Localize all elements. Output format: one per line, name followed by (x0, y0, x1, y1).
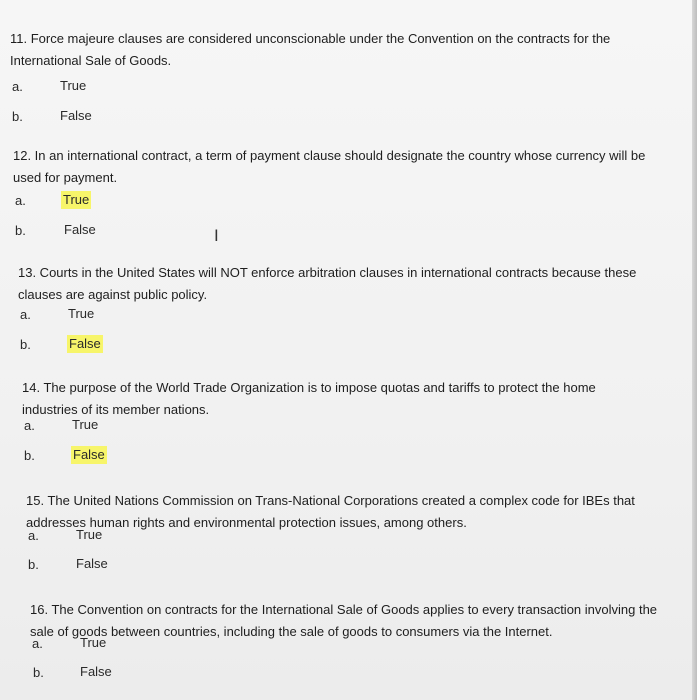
right-edge-divider (692, 0, 697, 700)
q16-option-a-true[interactable]: True (80, 635, 107, 650)
q15-option-b-letter: b. (28, 557, 39, 572)
question-12-label: 12. In an international contract, a term of payment clause should designate the country whose currency will be used for payment. (13, 148, 646, 185)
q16-option-b-letter: b. (33, 665, 44, 680)
q11-option-b-letter: b. (12, 109, 23, 124)
q14-option-b-false-selected[interactable]: False (73, 447, 105, 462)
q16-option-a-letter: a. (32, 636, 43, 651)
q13-option-a-true[interactable]: True (68, 306, 95, 321)
q12-option-b-letter: b. (15, 223, 26, 238)
q14-option-a-letter: a. (24, 418, 35, 433)
question-15-label: 15. The United Nations Commission on Trans-National Corporations created a complex code for IBEs that addresses human rights and environmental protection issues, among others. (26, 493, 635, 530)
question-16-text (30, 577, 660, 643)
question-13-label: 13. Courts in the United States will NOT enforce arbitration clauses in international contracts because these clauses are against public policy. (18, 265, 637, 302)
question-11-label: 11. Force majeure clauses are considered unconscionable under the Convention on the contracts for the International Sale of Goods. (10, 31, 611, 68)
text-cursor-icon: I (214, 226, 219, 245)
q15-option-a-true[interactable]: True (76, 527, 103, 542)
q12-option-a-letter: a. (15, 193, 26, 208)
q15-option-a-letter: a. (28, 528, 39, 543)
q11-option-b-false[interactable]: False (60, 108, 92, 123)
q11-option-a-true[interactable]: True (60, 78, 87, 93)
question-15-text (26, 468, 641, 534)
question-11-text (10, 6, 670, 72)
question-14-label: 14. The purpose of the World Trade Organization is to impose quotas and tariffs to protect the home industries of its member nations. (22, 380, 596, 417)
q13-option-b-false-selected[interactable]: False (69, 336, 101, 351)
q14-option-a-true[interactable]: True (72, 417, 99, 432)
q12-option-a-true-selected[interactable]: True (63, 192, 90, 207)
question-16-label: 16. The Convention on contracts for the International Sale of Goods applies to every transaction involving the sale of goods between countries, including the sale of goods to consumers via the Internet. (30, 602, 658, 639)
q14-option-b-letter: b. (24, 448, 35, 463)
q15-option-b-false[interactable]: False (76, 556, 108, 571)
question-12-text (13, 123, 663, 189)
q13-option-b-letter: b. (20, 337, 31, 352)
q13-option-a-letter: a. (20, 307, 31, 322)
q16-option-b-false[interactable]: False (80, 664, 112, 679)
q12-option-b-false[interactable]: False (64, 222, 96, 237)
q11-option-a-letter: a. (12, 79, 23, 94)
question-13-text (18, 240, 643, 306)
question-14-text (22, 355, 642, 421)
